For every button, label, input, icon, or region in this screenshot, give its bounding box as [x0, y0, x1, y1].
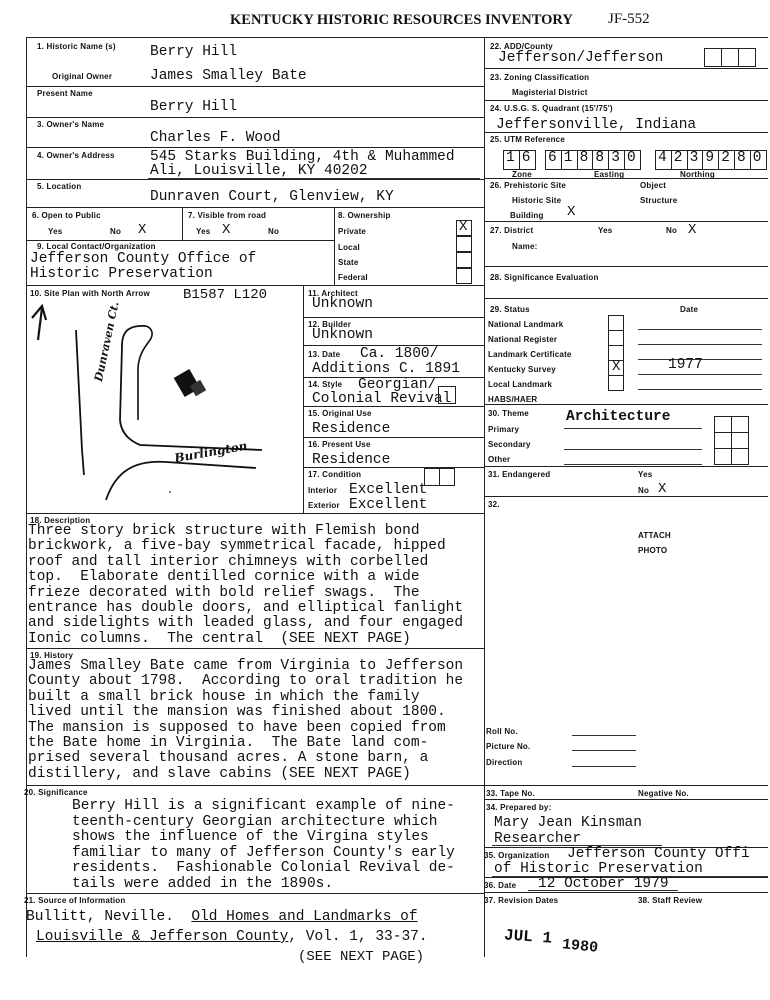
status-date-line — [638, 344, 762, 345]
endangered-label: 31. Endangered — [488, 470, 551, 479]
ownership-private: Private — [338, 227, 367, 236]
utm-digit: 6 — [521, 150, 531, 166]
description-label: 18. Description — [30, 516, 91, 525]
column-divider — [484, 37, 485, 957]
style-line2: Colonial Revival — [312, 391, 452, 407]
history-line: County about 1798. According to oral tradition he — [28, 673, 464, 690]
history-line: distillery, and slave cabins (SEE NEXT PAGE) — [28, 765, 411, 782]
status-date-label: Date — [680, 305, 699, 314]
form-id: JF-552 — [608, 11, 650, 27]
status-item: Landmark Certificate — [488, 350, 572, 359]
status-date-line — [638, 374, 762, 375]
utm-digit: 0 — [752, 150, 762, 166]
status-date-line — [638, 329, 762, 330]
history-line: The mansion is supposed to have been copied from — [28, 719, 446, 736]
district-no: No — [666, 226, 678, 235]
significance-line: residents. Fashionable Colonial Revival de- — [72, 860, 455, 877]
district-yes: Yes — [598, 226, 613, 235]
location-value: Dunraven Court, Glenview, KY — [150, 189, 394, 205]
ownership-label: 8. Ownership — [338, 211, 391, 220]
history-line: James Smalley Bate came from Virginia to Jefferson — [28, 658, 464, 674]
prepared-by-label: 34. Prepared by: — [486, 803, 552, 812]
ownership-local-box[interactable] — [456, 236, 472, 252]
historic-name-label: 1. Historic Name (s) — [37, 42, 116, 51]
photo-label: 32. — [488, 500, 500, 509]
status-label: 29. Status — [490, 305, 530, 314]
prepared-by-name: Mary Jean Kinsman — [494, 815, 642, 831]
organization-line1: Jefferson County Offi — [567, 846, 750, 862]
present-use-value: Residence — [312, 452, 391, 468]
ownership-state: State — [338, 258, 359, 267]
history-line: prised several thousand acres. A stone barn, a — [28, 750, 429, 767]
theme-primary: Primary — [488, 425, 520, 434]
building-label: Building — [510, 211, 544, 220]
style-line1: Georgian/ — [358, 377, 437, 393]
date36-value: 12 October 1979 — [538, 876, 669, 892]
owners-address-line2: Ali, Louisville, KY 40202 — [150, 163, 368, 179]
district-mark: X — [688, 222, 697, 238]
interior-label: Interior — [308, 486, 338, 495]
description-line: brickwork, a five-bay symmetrical facade, hipped — [28, 538, 446, 555]
exterior-value: Excellent — [349, 497, 428, 513]
visible-road-mark: X — [222, 222, 231, 238]
ownership-federal: Federal — [338, 273, 368, 282]
owners-name-label: 3. Owner's Name — [37, 120, 105, 129]
direction-label: Direction — [486, 758, 523, 767]
utm-digit: 9 — [705, 150, 715, 166]
object-label: Object — [640, 181, 667, 190]
status-checkbox[interactable] — [608, 375, 624, 391]
utm-digit: 3 — [689, 150, 699, 166]
source-line1: Bullitt, Neville. Old Homes and Landmarks of — [26, 909, 418, 925]
description-line: Three story brick structure with Flemish bond — [28, 523, 420, 539]
original-use-label: 15. Original Use — [308, 409, 372, 418]
date-line2: Additions C. 1891 — [312, 361, 460, 377]
history-line: the Bate home in Virginia. The Bate land com- — [28, 735, 429, 751]
exterior-label: Exterior — [308, 501, 340, 510]
site-plan-sketch — [26, 300, 303, 513]
status-item: HABS/HAER — [488, 395, 538, 404]
history-line: lived until the mansion was finished about 1800. — [28, 704, 446, 721]
significance-line: teenth-century Georgian architecture which — [72, 813, 438, 830]
status-mark: X — [612, 359, 621, 375]
source-label: 21. Source of Information — [24, 896, 126, 905]
organization-line2: of Historic Preservation — [494, 861, 703, 877]
status-checkbox[interactable] — [608, 315, 624, 331]
date-label: 13. Date — [308, 350, 341, 359]
structure-label: Structure — [640, 196, 678, 205]
theme-secondary: Secondary — [488, 440, 531, 449]
utm-digit: 2 — [721, 150, 730, 166]
utm-northing-label: Northing — [680, 170, 715, 179]
status-item: National Register — [488, 335, 558, 344]
owners-address-line1: 545 Starks Building, 4th & Muhammed — [150, 149, 455, 165]
description-line: Ionic columns. The central (SEE NEXT PAGE) — [28, 630, 411, 647]
ownership-federal-box[interactable] — [456, 268, 472, 284]
owners-name-value: Charles F. Wood — [150, 130, 281, 146]
visible-road-yes: Yes — [196, 227, 211, 236]
staff-review-label: 38. Staff Review — [638, 896, 703, 905]
utm-digit: 2 — [673, 150, 683, 166]
present-use-label: 16. Present Use — [308, 440, 371, 449]
visible-road-no: No — [268, 227, 280, 236]
history-line: built a small brick house in which the family — [28, 688, 420, 705]
open-public-no: No — [110, 227, 122, 236]
date-line1: Ca. 1800/ — [360, 346, 439, 362]
district-label: 27. District — [490, 226, 534, 235]
add-county-value: Jefferson/Jefferson — [498, 50, 664, 66]
site-plan-label: 10. Site Plan with North Arrow — [30, 289, 150, 298]
present-name-label: Present Name — [37, 89, 93, 98]
utm-digit: 8 — [737, 150, 746, 166]
builder-value: Unknown — [312, 327, 373, 343]
theme-label: 30. Theme — [488, 409, 529, 418]
condition-label: 17. Condition — [308, 470, 362, 479]
building-mark: X — [567, 204, 576, 220]
style-label: 14. Style — [308, 380, 343, 389]
utm-digit: 1 — [563, 150, 573, 166]
street-label-burlington: Burlington — [173, 438, 249, 466]
status-item: Kentucky Survey — [488, 365, 556, 374]
prehistoric-label: 26. Prehistoric Site — [490, 181, 567, 190]
status-survey-year: 1977 — [668, 357, 703, 373]
original-use-value: Residence — [312, 421, 391, 437]
utm-digit: 8 — [579, 150, 589, 166]
usgs-label: 24. U.S.G. S. Quadrant (15'/75') — [490, 104, 613, 113]
original-owner-value: James Smalley Bate — [150, 68, 307, 84]
form-title: KENTUCKY HISTORIC RESOURCES INVENTORY — [230, 12, 573, 28]
utm-label: 25. UTM Reference — [490, 135, 565, 144]
north-arrow-icon — [32, 306, 46, 340]
description-line: roof and tall interior chimneys with corbelled — [28, 553, 429, 570]
status-item: Local Landmark — [488, 380, 553, 389]
revision-stamp-1: JUL 1 — [503, 926, 553, 948]
open-public-yes: Yes — [48, 227, 63, 236]
local-contact-label: 9. Local Contact/Organization — [37, 242, 156, 251]
description-line: and sidelights with leaded glass, and four engaged — [28, 615, 464, 632]
revision-stamp-2: 1980 — [561, 936, 599, 957]
architect-label: 11. Architect — [308, 289, 358, 298]
ownership-mark: X — [459, 219, 468, 235]
picture-label: Picture No. — [486, 742, 531, 751]
utm-digit: 0 — [627, 150, 636, 166]
status-checkbox[interactable] — [608, 330, 624, 346]
endangered-mark: X — [658, 481, 667, 497]
frame-top — [26, 37, 768, 38]
photo-text: PHOTO — [638, 546, 668, 555]
endangered-no: No — [638, 486, 650, 495]
utm-digit: 4 — [658, 150, 667, 166]
significance-line: tails were added in the 1890s. — [72, 876, 334, 892]
historic-name-value: Berry Hill — [150, 44, 238, 60]
add-county-label: 22. ADD/County — [490, 42, 553, 51]
local-contact-line1: Jefferson County Office of — [30, 251, 257, 267]
utm-easting-label: Easting — [594, 170, 625, 179]
utm-digit: 3 — [611, 150, 620, 166]
ownership-state-box[interactable] — [456, 252, 472, 268]
utm-digit: 8 — [595, 150, 605, 166]
local-contact-line2: Historic Preservation — [30, 266, 213, 282]
description-line: top. Elaborate dentilled cornice with a wide — [28, 569, 420, 586]
theme-other: Other — [488, 455, 511, 464]
description-line: frieze decorated with bold relief swags. The — [28, 584, 420, 601]
architect-value: Unknown — [312, 296, 373, 312]
significance-line: familiar to many of Jefferson County's early — [72, 844, 455, 861]
endangered-yes: Yes — [638, 470, 653, 479]
theme-value: Architecture — [566, 409, 671, 425]
site-plan-ref: B1587 L120 — [183, 287, 268, 303]
utm-digit: 1 — [506, 150, 515, 166]
open-public-label: 6. Open to Public — [32, 211, 101, 220]
status-item: National Landmark — [488, 320, 564, 329]
significance-line: shows the influence of the Virgina styles — [72, 829, 429, 846]
organization-label: 35. Organization — [484, 851, 550, 860]
significance-label: 20. Significance — [24, 788, 88, 797]
utm-zone-label: Zone — [512, 170, 532, 179]
revision-label: 37. Revision Dates — [484, 896, 559, 905]
original-owner-label: Original Owner — [52, 72, 113, 81]
owners-address-label: 4. Owner's Address — [37, 151, 115, 160]
utm-digit: 6 — [548, 150, 557, 166]
description-line: entrance has double doors, and elliptical fanlight — [28, 600, 464, 616]
zoning-value: Magisterial District — [512, 88, 588, 97]
source-line3: (SEE NEXT PAGE) — [298, 949, 425, 965]
historic-site-label: Historic Site — [512, 196, 562, 205]
visible-road-label: 7. Visible from road — [188, 211, 267, 220]
attach-label: ATTACH — [638, 531, 671, 540]
history-label: 19. History — [30, 651, 74, 660]
location-label: 5. Location — [37, 182, 82, 191]
status-date-line — [638, 389, 762, 390]
prepared-by-title: Researcher — [494, 831, 582, 847]
present-name-value: Berry Hill — [150, 99, 238, 115]
date36-label: 36. Date — [484, 881, 517, 890]
interior-value: Excellent — [349, 482, 428, 498]
significance-eval-label: 28. Significance Evaluation — [490, 273, 599, 282]
roll-label: Roll No. — [486, 727, 518, 736]
open-public-mark: X — [138, 222, 147, 238]
significance-line: Berry Hill is a significant example of nine- — [72, 798, 455, 814]
district-name-label: Name: — [512, 242, 538, 251]
tape-label: 33. Tape No. — [486, 789, 535, 798]
source-line2: Louisville & Jefferson County, Vol. 1, 33-37. — [36, 929, 428, 945]
builder-label: 12. Builder — [308, 320, 352, 329]
zoning-label: 23. Zoning Classification — [490, 73, 590, 82]
ownership-local: Local — [338, 243, 360, 252]
usgs-value: Jeffersonville, Indiana — [496, 117, 697, 133]
street-label-dunraven: Dunraven Ct. — [92, 300, 122, 383]
negative-label: Negative No. — [638, 789, 689, 798]
